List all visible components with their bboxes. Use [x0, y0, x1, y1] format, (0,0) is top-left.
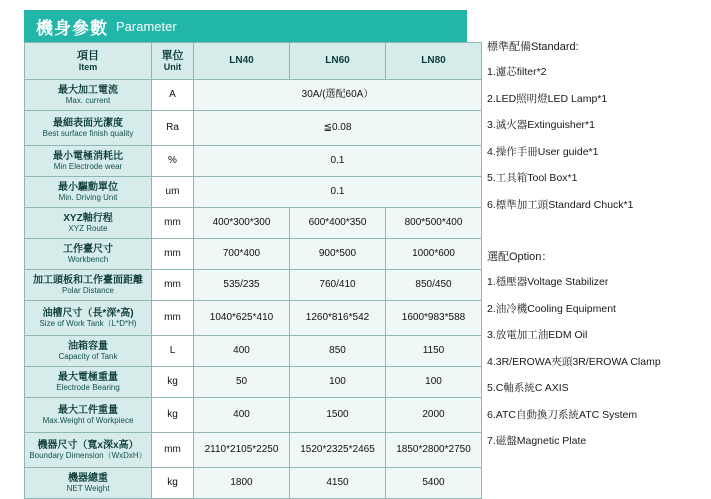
row-item-label-cn: 加工頭板和工作臺面距離: [33, 274, 143, 286]
row-item-label-en: Capacity of Tank: [58, 352, 118, 362]
header-cell-ln80: LN80: [386, 43, 482, 80]
option-item: 5.C軸系統C AXIS: [487, 382, 569, 394]
row-value: 1520*2325*2465: [290, 433, 386, 468]
row-value: 600*400*350: [290, 208, 386, 239]
row-value-merged: 0.1: [194, 146, 482, 177]
row-item-label-en: Polar Distance: [61, 286, 115, 296]
option-item: 4.3R/EROWA夾頭3R/EROWA Clamp: [487, 355, 661, 368]
page-title-en: Parameter: [116, 18, 177, 34]
row-value: 1260*816*542: [290, 301, 386, 336]
row-value-merged: 30A/(選配60A）: [194, 80, 482, 111]
row-item-label: [25, 433, 152, 468]
row-value: 100: [290, 367, 386, 398]
row-item-label-en: Max.Weight of Workpiece: [42, 416, 134, 426]
row-value: 850: [290, 336, 386, 367]
option-item: 6.ATC自動換刀系統ATC System: [487, 408, 638, 421]
row-item-label-en: Min. Driving Unit: [58, 193, 118, 203]
option-heading: 選配Option：: [487, 251, 553, 263]
standard-item: 2.LED照明燈LED Lamp*1: [487, 92, 608, 105]
row-item-label: [25, 146, 152, 177]
row-item-label-en: Min Electrode wear: [53, 162, 123, 172]
accessories-column: [487, 42, 702, 463]
row-value: 1850*2800*2750: [386, 433, 482, 468]
row-item-label: [25, 270, 152, 301]
row-item-label-en: Size of Work Tank（L*D*H): [39, 319, 137, 329]
standard-item: 3.滅火器Extinguisher*1: [487, 119, 595, 131]
row-unit: mm: [152, 433, 194, 468]
row-item-label: [25, 398, 152, 433]
row-item-label-cn: 工作臺尺寸: [63, 243, 113, 255]
standard-item: 1.濾芯filter*2: [487, 66, 547, 78]
row-item-label-cn: 最細表面光潔度: [53, 117, 123, 129]
row-value: 900*500: [290, 239, 386, 270]
header-cell-unit-cn: 單位: [161, 49, 184, 62]
row-item-label-en: Workbench: [67, 255, 109, 265]
row-item-label: [25, 367, 152, 398]
row-value: 850/450: [386, 270, 482, 301]
header-cell-item-en: Item: [78, 62, 98, 73]
row-unit: kg: [152, 468, 194, 499]
row-item-label: [25, 177, 152, 208]
standard-item: 5.工具箱Tool Box*1: [487, 172, 578, 184]
row-unit: mm: [152, 270, 194, 301]
row-value: 100: [386, 367, 482, 398]
row-value: 800*500*400: [386, 208, 482, 239]
row-item-label-en: Boundary Dimension（WxDxH）: [29, 451, 147, 461]
row-item-label: [25, 239, 152, 270]
table-row: [25, 239, 482, 270]
row-value: 1150: [386, 336, 482, 367]
row-value: 50: [194, 367, 290, 398]
table-row: [25, 146, 482, 177]
row-item-label-cn: 最大電極重量: [58, 371, 118, 383]
row-item-label-cn: 最小電極消耗比: [53, 150, 123, 162]
row-item-label: [25, 301, 152, 336]
standard-item: 4.操作手冊User guide*1: [487, 145, 599, 158]
row-item-label-en: Max. current: [65, 96, 111, 106]
table-row: [25, 208, 482, 239]
row-item-label-en: Best surface finish quality: [42, 129, 134, 139]
table-row: [25, 301, 482, 336]
header-cell-unit: [152, 43, 194, 80]
row-unit: mm: [152, 301, 194, 336]
table-row: [25, 80, 482, 111]
header-cell-item-cn: 項目: [77, 49, 99, 62]
row-value: 1500: [290, 398, 386, 433]
row-unit: L: [152, 336, 194, 367]
row-value: 400: [194, 336, 290, 367]
page-title-cn: 機身參數: [36, 18, 108, 38]
header-cell-item: [25, 43, 152, 80]
section-spacer: [487, 226, 702, 252]
row-value: 2000: [386, 398, 482, 433]
row-item-label-en: Electrode Bearing: [56, 383, 120, 393]
table-row: [25, 336, 482, 367]
row-item-label: [25, 468, 152, 499]
row-value: 2110*2105*2250: [194, 433, 290, 468]
option-item: 2.油冷機Cooling Equipment: [487, 302, 616, 315]
row-value: 700*400: [194, 239, 290, 270]
standard-heading: 標準配備Standard:: [487, 41, 579, 53]
row-value: 1600*983*588: [386, 301, 482, 336]
option-item: 7.磁盤Magnetic Plate: [487, 435, 587, 447]
table-row: [25, 111, 482, 146]
row-unit: A: [152, 80, 194, 111]
row-unit: %: [152, 146, 194, 177]
row-value: 400: [194, 398, 290, 433]
row-item-label-cn: 油箱容量: [68, 340, 108, 352]
row-item-label-cn: 最大加工電流: [58, 84, 118, 96]
standard-item: 6.標準加工頭Standard Chuck*1: [487, 198, 634, 211]
table-row: [25, 433, 482, 468]
header-cell-unit-en: Unit: [163, 62, 182, 73]
row-item-label-cn: 最小驅動單位: [58, 181, 118, 193]
page-title-bar: [24, 10, 467, 42]
row-item-label: [25, 336, 152, 367]
option-item: 1.穩壓器Voltage Stabilizer: [487, 276, 609, 288]
row-value: 5400: [386, 468, 482, 499]
row-item-label: [25, 111, 152, 146]
row-item-label-cn: 機器總重: [68, 472, 108, 484]
row-item-label-cn: 機器尺寸（寬x深x高）: [37, 439, 139, 451]
row-unit: mm: [152, 208, 194, 239]
row-unit: mm: [152, 239, 194, 270]
row-unit: kg: [152, 367, 194, 398]
row-item-label: [25, 80, 152, 111]
row-value: 1000*600: [386, 239, 482, 270]
header-cell-ln60: LN60: [290, 43, 386, 80]
row-value: 4150: [290, 468, 386, 499]
row-item-label-en: NET Weight: [66, 484, 110, 494]
row-value: 760/410: [290, 270, 386, 301]
table-row: [25, 398, 482, 433]
header-cell-ln40: LN40: [194, 43, 290, 80]
row-unit: Ra: [152, 111, 194, 146]
row-item-label-cn: 最大工件重量: [58, 404, 118, 416]
table-row: [25, 367, 482, 398]
row-unit: kg: [152, 398, 194, 433]
row-item-label-cn: 油槽尺寸（長*深*高): [42, 307, 134, 319]
option-item: 3.放電加工油EDM Oil: [487, 329, 588, 341]
specification-table: [24, 42, 482, 499]
row-value: 1800: [194, 468, 290, 499]
row-item-label: [25, 208, 152, 239]
table-row: [25, 468, 482, 499]
table-row: [25, 177, 482, 208]
table-row: [25, 270, 482, 301]
row-value: 1040*625*410: [194, 301, 290, 336]
row-value-merged: 0.1: [194, 177, 482, 208]
row-value-merged: ≦0.08: [194, 111, 482, 146]
row-item-label-en: XYZ Route: [68, 224, 108, 234]
row-unit: um: [152, 177, 194, 208]
row-value: 400*300*300: [194, 208, 290, 239]
row-value: 535/235: [194, 270, 290, 301]
table-header-row: [25, 43, 482, 80]
row-item-label-cn: XYZ軸行程: [63, 212, 113, 224]
